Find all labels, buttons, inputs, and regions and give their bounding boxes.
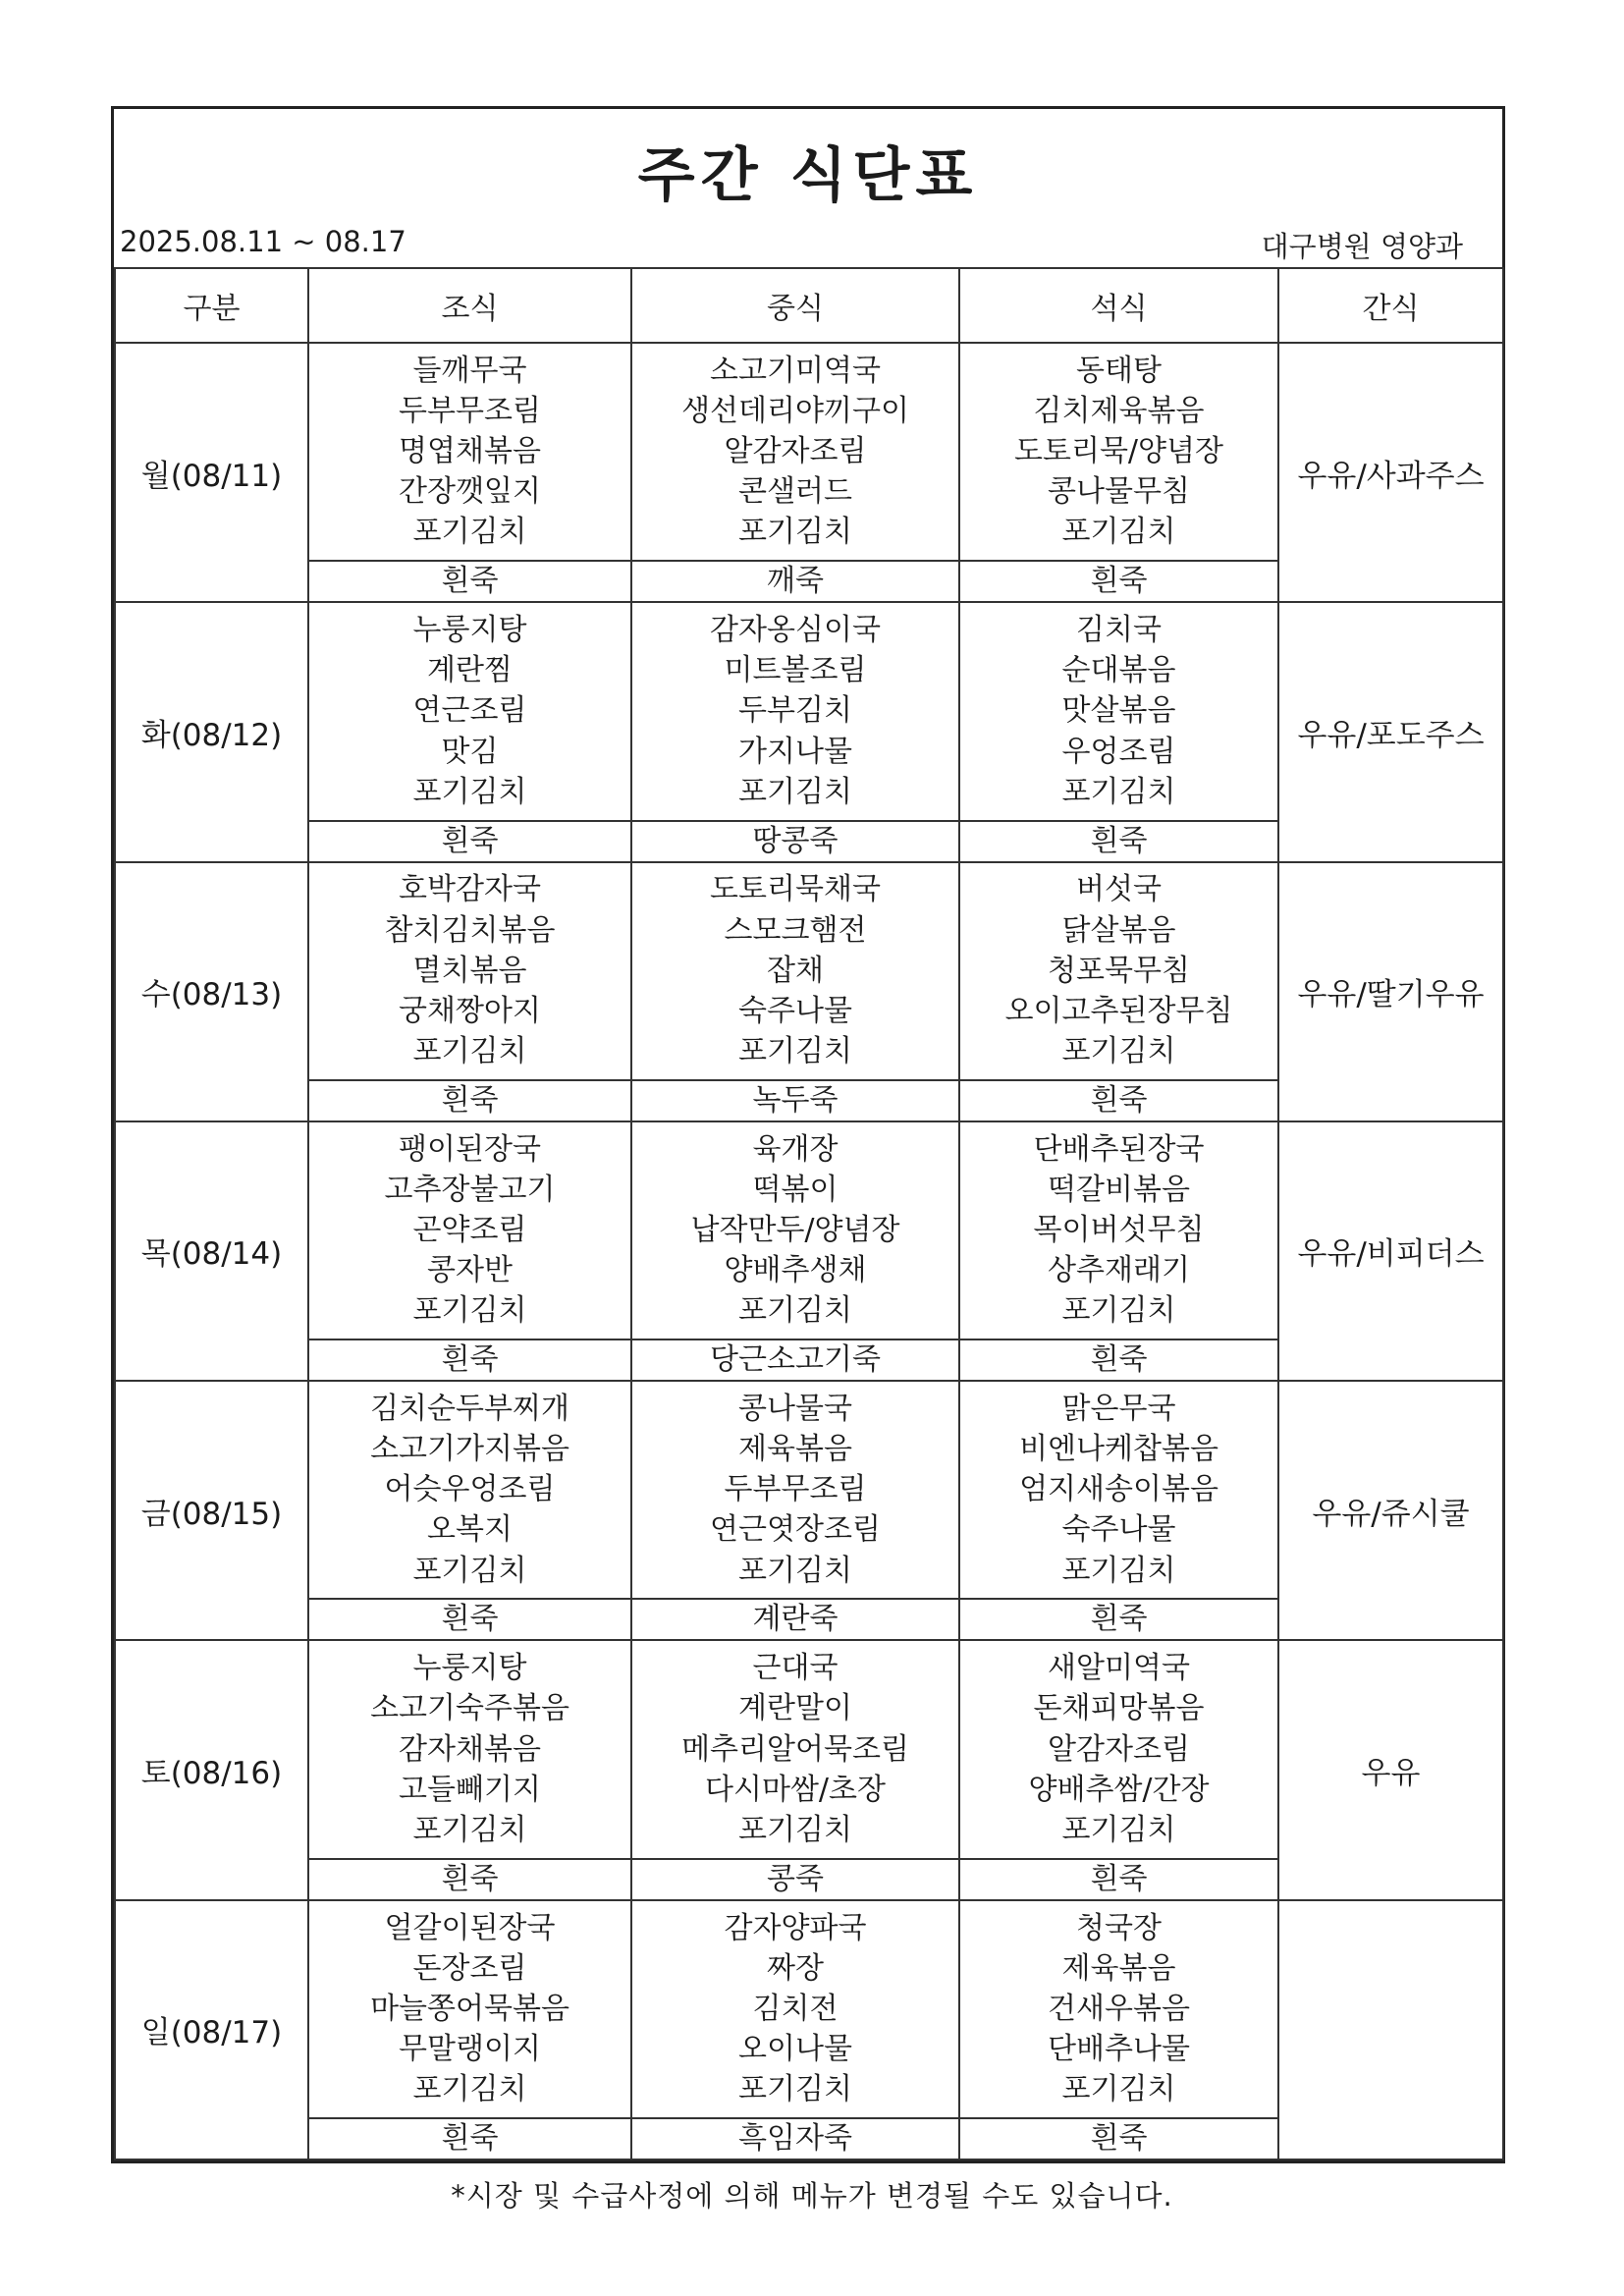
lunch-item: 도토리묵채국 xyxy=(710,872,881,907)
date-range: 2025.08.11 ~ 08.17 xyxy=(120,225,406,258)
breakfast-item: 마늘쫑어묵볶음 xyxy=(370,1991,569,2026)
dinner-item: 엄지새송이볶음 xyxy=(1019,1472,1218,1507)
dinner-item: 버섯국 xyxy=(1076,872,1162,907)
breakfast-item: 누룽지탕 xyxy=(412,1651,527,1686)
lunch-cell xyxy=(631,343,959,561)
snack-cell: 우유/쥬시쿨 xyxy=(1278,1381,1503,1640)
lunch-item: 콘샐러드 xyxy=(738,474,852,510)
breakfast-item: 명엽채볶음 xyxy=(399,434,541,469)
lunch-item: 근대국 xyxy=(752,1651,839,1686)
dinner-item: 닭살볶음 xyxy=(1061,912,1176,948)
breakfast-item: 포기김치 xyxy=(412,515,527,550)
weekly-menu-table xyxy=(114,267,1504,2160)
dinner-item: 단배추나물 xyxy=(1048,2031,1190,2066)
day-row xyxy=(115,1121,1503,1339)
breakfast-item: 팽이된장국 xyxy=(399,1131,541,1167)
page-title: 주간 식단표 xyxy=(637,141,979,210)
dinner-item: 돈채피망볶음 xyxy=(1033,1691,1205,1726)
breakfast-item: 두부무조림 xyxy=(399,393,541,428)
footer-note: *시장 및 수급사정에 의해 메뉴가 변경될 수도 있습니다. xyxy=(451,2179,1173,2213)
lunch-porridge: 계란죽 xyxy=(631,1599,959,1640)
dinner-item: 청국장 xyxy=(1076,1910,1162,1945)
lunch-item: 양배추생채 xyxy=(724,1253,867,1288)
snack-cell: 우유/비피더스 xyxy=(1278,1121,1503,1381)
day-label: 화(08/12) xyxy=(115,602,308,861)
column-header-dinner: 석식 xyxy=(959,268,1278,343)
lunch-item: 연근엿장조림 xyxy=(710,1512,881,1548)
breakfast-cell xyxy=(308,1121,631,1339)
dinner-item: 알감자조림 xyxy=(1048,1731,1190,1767)
dinner-cell xyxy=(959,862,1278,1080)
dinner-item: 포기김치 xyxy=(1061,1812,1176,1847)
dinner-cell xyxy=(959,343,1278,561)
lunch-item: 잡채 xyxy=(767,953,824,988)
breakfast-item: 궁채짱아지 xyxy=(399,993,541,1028)
dinner-item: 청포묵무침 xyxy=(1048,953,1190,988)
lunch-item: 소고기미역국 xyxy=(710,353,881,388)
lunch-item: 제육볶음 xyxy=(738,1432,852,1467)
breakfast-item: 고추장불고기 xyxy=(384,1172,556,1207)
day-row xyxy=(115,1381,1503,1599)
breakfast-cell xyxy=(308,1381,631,1599)
lunch-porridge: 녹두죽 xyxy=(631,1080,959,1121)
lunch-item: 두부무조림 xyxy=(724,1472,867,1507)
dinner-item: 단배추된장국 xyxy=(1033,1131,1205,1167)
breakfast-cell xyxy=(308,602,631,820)
lunch-item: 감자옹심이국 xyxy=(710,613,881,648)
dinner-item: 비엔나케찹볶음 xyxy=(1019,1432,1218,1467)
lunch-item: 포기김치 xyxy=(738,2072,852,2107)
snack-cell xyxy=(1278,1900,1503,2159)
lunch-item: 스모크햄전 xyxy=(724,912,867,948)
breakfast-item: 연근조림 xyxy=(412,693,527,729)
breakfast-item: 콩자반 xyxy=(427,1253,513,1288)
dinner-cell xyxy=(959,602,1278,820)
column-header-breakfast: 조식 xyxy=(308,268,631,343)
snack-cell: 우유/포도주스 xyxy=(1278,602,1503,861)
lunch-item: 오이나물 xyxy=(738,2031,852,2066)
lunch-item: 다시마쌈/초장 xyxy=(705,1772,886,1807)
lunch-item: 가지나물 xyxy=(738,734,852,769)
dinner-porridge: 흰죽 xyxy=(959,2118,1278,2159)
dinner-item: 포기김치 xyxy=(1061,1033,1176,1068)
lunch-cell xyxy=(631,1640,959,1858)
lunch-item: 감자양파국 xyxy=(724,1910,867,1945)
day-label: 목(08/14) xyxy=(115,1121,308,1381)
lunch-item: 떡볶이 xyxy=(752,1172,839,1207)
breakfast-porridge: 흰죽 xyxy=(308,561,631,602)
day-row xyxy=(115,1640,1503,1858)
dinner-cell xyxy=(959,1900,1278,2118)
dinner-item: 건새우볶음 xyxy=(1048,1991,1190,2026)
department-name: 대구병원 영양과 xyxy=(1261,230,1463,263)
breakfast-cell xyxy=(308,1900,631,2118)
breakfast-item: 참치김치볶음 xyxy=(384,912,556,948)
breakfast-porridge: 흰죽 xyxy=(308,1339,631,1381)
lunch-item: 숙주나물 xyxy=(738,993,852,1028)
dinner-item: 새알미역국 xyxy=(1048,1651,1190,1686)
breakfast-porridge: 흰죽 xyxy=(308,1859,631,1900)
dinner-item: 우엉조림 xyxy=(1061,734,1176,769)
dinner-item: 상추재래기 xyxy=(1048,1253,1190,1288)
dinner-item: 목이버섯무침 xyxy=(1033,1212,1205,1247)
lunch-porridge: 당근소고기죽 xyxy=(631,1339,959,1381)
column-header-snack: 간식 xyxy=(1278,268,1503,343)
dinner-porridge: 흰죽 xyxy=(959,1080,1278,1121)
dinner-item: 숙주나물 xyxy=(1061,1512,1176,1548)
menu-body xyxy=(115,343,1503,2159)
dinner-item: 떡갈비볶음 xyxy=(1048,1172,1190,1207)
breakfast-cell xyxy=(308,862,631,1080)
breakfast-item: 얼갈이된장국 xyxy=(384,1910,556,1945)
dinner-item: 맑은무국 xyxy=(1061,1391,1176,1426)
breakfast-item: 포기김치 xyxy=(412,2072,527,2107)
lunch-cell xyxy=(631,1381,959,1599)
breakfast-porridge: 흰죽 xyxy=(308,1080,631,1121)
breakfast-item: 누룽지탕 xyxy=(412,613,527,648)
lunch-item: 계란말이 xyxy=(738,1691,852,1726)
lunch-item: 김치전 xyxy=(752,1991,839,2026)
breakfast-cell xyxy=(308,1640,631,1858)
dinner-cell xyxy=(959,1640,1278,1858)
header-row xyxy=(115,268,1503,343)
lunch-cell xyxy=(631,1121,959,1339)
dinner-item: 김치국 xyxy=(1076,613,1162,648)
dinner-item: 맛살볶음 xyxy=(1061,693,1176,729)
lunch-porridge: 깨죽 xyxy=(631,561,959,602)
breakfast-item: 곤약조림 xyxy=(412,1212,527,1247)
dinner-item: 포기김치 xyxy=(1061,515,1176,550)
dinner-item: 포기김치 xyxy=(1061,1553,1176,1588)
day-label: 금(08/15) xyxy=(115,1381,308,1640)
breakfast-item: 고들빼기지 xyxy=(399,1772,541,1807)
dinner-item: 양배추쌈/간장 xyxy=(1028,1772,1210,1807)
day-label: 토(08/16) xyxy=(115,1640,308,1899)
lunch-item: 콩나물국 xyxy=(738,1391,852,1426)
breakfast-item: 들깨무국 xyxy=(412,353,527,388)
breakfast-item: 계란찜 xyxy=(427,653,513,688)
day-label: 수(08/13) xyxy=(115,862,308,1121)
lunch-cell xyxy=(631,602,959,820)
lunch-item: 생선데리야끼구이 xyxy=(681,393,909,428)
lunch-item: 포기김치 xyxy=(738,1553,852,1588)
snack-cell: 우유 xyxy=(1278,1640,1503,1899)
lunch-porridge: 콩죽 xyxy=(631,1859,959,1900)
dinner-porridge: 흰죽 xyxy=(959,821,1278,862)
dinner-porridge: 흰죽 xyxy=(959,561,1278,602)
breakfast-item: 포기김치 xyxy=(412,1553,527,1588)
dinner-porridge: 흰죽 xyxy=(959,1859,1278,1900)
lunch-item: 메추리알어묵조림 xyxy=(681,1731,909,1767)
breakfast-porridge: 흰죽 xyxy=(308,1599,631,1640)
breakfast-item: 멸치볶음 xyxy=(412,953,527,988)
breakfast-item: 오복지 xyxy=(427,1512,513,1548)
dinner-porridge: 흰죽 xyxy=(959,1599,1278,1640)
breakfast-cell xyxy=(308,343,631,561)
lunch-item: 짜장 xyxy=(767,1950,824,1986)
lunch-porridge: 땅콩죽 xyxy=(631,821,959,862)
lunch-item: 포기김치 xyxy=(738,774,852,809)
lunch-cell xyxy=(631,862,959,1080)
dinner-item: 콩나물무침 xyxy=(1048,474,1190,510)
dinner-item: 동태탕 xyxy=(1076,353,1162,388)
dinner-item: 포기김치 xyxy=(1061,1293,1176,1329)
lunch-cell xyxy=(631,1900,959,2118)
breakfast-item: 소고기숙주볶음 xyxy=(370,1691,569,1726)
day-row xyxy=(115,1900,1503,2118)
dinner-item: 도토리묵/양념장 xyxy=(1014,434,1223,469)
breakfast-item: 호박감자국 xyxy=(399,872,541,907)
dinner-cell xyxy=(959,1121,1278,1339)
dinner-item: 포기김치 xyxy=(1061,774,1176,809)
breakfast-item: 포기김치 xyxy=(412,1033,527,1068)
dinner-item: 오이고추된장무침 xyxy=(1004,993,1233,1028)
dinner-item: 김치제육볶음 xyxy=(1033,393,1205,428)
breakfast-item: 무말랭이지 xyxy=(399,2031,541,2066)
dinner-item: 포기김치 xyxy=(1061,2072,1176,2107)
breakfast-item: 맛김 xyxy=(441,734,499,769)
dinner-cell xyxy=(959,1381,1278,1599)
day-label: 월(08/11) xyxy=(115,343,308,602)
lunch-item: 포기김치 xyxy=(738,515,852,550)
lunch-item: 미트볼조림 xyxy=(724,653,867,688)
breakfast-item: 간장깻잎지 xyxy=(399,474,541,510)
lunch-item: 두부김치 xyxy=(738,693,852,729)
dinner-porridge: 흰죽 xyxy=(959,1339,1278,1381)
breakfast-item: 감자채볶음 xyxy=(399,1731,541,1767)
breakfast-item: 포기김치 xyxy=(412,1812,527,1847)
lunch-item: 알감자조림 xyxy=(724,434,867,469)
day-label: 일(08/17) xyxy=(115,1900,308,2159)
day-row xyxy=(115,862,1503,1080)
lunch-item: 포기김치 xyxy=(738,1812,852,1847)
breakfast-item: 소고기가지볶음 xyxy=(370,1432,569,1467)
column-header-category: 구분 xyxy=(115,268,308,343)
lunch-item: 포기김치 xyxy=(738,1293,852,1329)
lunch-porridge: 흑임자죽 xyxy=(631,2118,959,2159)
snack-cell: 우유/사과주스 xyxy=(1278,343,1503,602)
breakfast-porridge: 흰죽 xyxy=(308,821,631,862)
lunch-item: 육개장 xyxy=(752,1131,839,1167)
dinner-item: 제육볶음 xyxy=(1061,1950,1176,1986)
menu-sheet xyxy=(111,106,1505,2163)
day-row xyxy=(115,343,1503,561)
column-header-lunch: 중식 xyxy=(631,268,959,343)
lunch-item: 포기김치 xyxy=(738,1033,852,1068)
lunch-item: 납작만두/양념장 xyxy=(690,1212,900,1247)
snack-cell: 우유/딸기우유 xyxy=(1278,862,1503,1121)
breakfast-porridge: 흰죽 xyxy=(308,2118,631,2159)
breakfast-item: 김치순두부찌개 xyxy=(370,1391,569,1426)
breakfast-item: 어슷우엉조림 xyxy=(384,1472,556,1507)
breakfast-item: 돈장조림 xyxy=(412,1950,527,1986)
breakfast-item: 포기김치 xyxy=(412,1293,527,1329)
day-row xyxy=(115,602,1503,820)
breakfast-item: 포기김치 xyxy=(412,774,527,809)
dinner-item: 순대볶음 xyxy=(1061,653,1176,688)
